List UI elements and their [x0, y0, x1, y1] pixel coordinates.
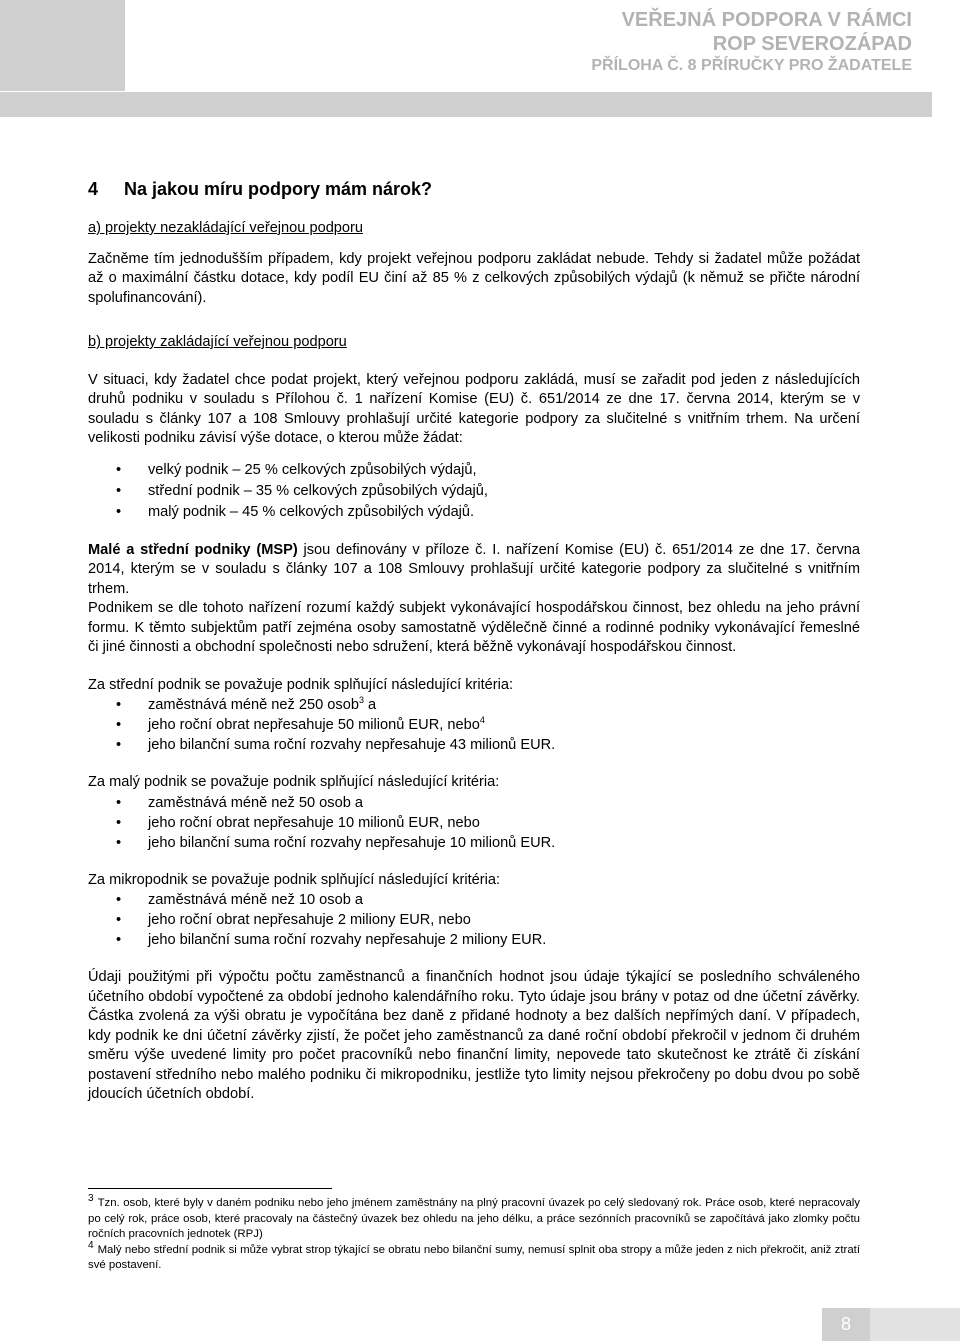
list-item: • jeho bilanční suma roční rozvahy nepřesahuje 43 milionů EUR. — [116, 737, 556, 753]
small-intro: Za malý podnik se považuje podnik splňující následující kritéria: — [88, 774, 500, 790]
header-line-3: PŘÍLOHA Č. 8 PŘÍRUČKY PRO ŽADATELE — [591, 57, 912, 74]
list-item: • jeho roční obrat nepřesahuje 10 milionů EUR, nebo — [116, 814, 480, 831]
bullet-icon: • — [116, 717, 122, 733]
section-heading — [88, 177, 860, 201]
footnote-mark: 4 — [88, 1239, 94, 1251]
list-item: • velký podnik – 25 % celkových způsobilých výdajů, — [88, 460, 860, 481]
part-b-text: V situaci, kdy žadatel chce podat projekt, který veřejnou podporu zakládá, musí se zařadit pod jeden z následujících druhů podniku v souladu s Přílohou č. 1 nařízení Komise (EU) č. 651/2014 ze dne 17. června 2014, kterým se v souladu s články 107 a 108 Smlouvy prohlašují určité kategorie podpory za slučitelné s vnitřním trhem. Na určení velikosti podniku závisí výše dotace, o kterou může žádat: — [88, 371, 860, 446]
bullet-icon: • — [116, 912, 122, 928]
bullet-icon: • — [116, 482, 122, 499]
list-item: • jeho bilanční suma roční rozvahy nepřesahuje 10 milionů EUR. — [116, 834, 556, 851]
bullet-icon: • — [116, 932, 122, 948]
header-line-1: VEŘEJNÁ PODPORA V RÁMCI — [621, 9, 912, 31]
list-item: • zaměstnává méně než 10 osob a — [116, 892, 363, 908]
medium-criteria-list — [88, 695, 860, 755]
page-content — [88, 170, 860, 1105]
medium-intro: Za střední podnik se považuje podnik splňující následující kritéria: — [88, 676, 514, 693]
header-gray-bar — [0, 92, 932, 117]
list-item: • střední podnik – 35 % celkových způsobilých výdajů, — [88, 481, 860, 502]
list-item: • jeho roční obrat nepřesahuje 2 miliony EUR, nebo — [116, 912, 471, 928]
bullet-icon: • — [116, 892, 122, 908]
bullet-icon: • — [116, 814, 122, 831]
bullet-icon: • — [116, 461, 122, 478]
msp-bold: Malé a střední podniky (MSP) — [88, 541, 298, 558]
list-item: • jeho roční obrat nepřesahuje 50 milionů EUR, nebo$^4$ — [116, 715, 485, 733]
part-a-text: Začněme tím jednodušším případem, kdy projekt veřejnou podporu zakládat nebude. Tehdy si žadatel může požádat až o maximální částku dotace, kdy podíl EU činí až 85 % z celkových způsobilých výdajů (k němuž se přičte národní spolufinancování). — [88, 250, 860, 306]
page-number: 8 — [822, 1308, 870, 1341]
footnote-mark: 3 — [88, 1193, 94, 1204]
list-item: • zaměstnává méně než 250 osob$^3$ a — [116, 695, 377, 713]
msp-paragraph: Malé a střední podniky (MSP) jsou definovány v příloze č. I. nařízení Komise (EU) č. 651/2014 ze dne 17. června 2014, kterým se v souladu s články 107 a 108 Smlouvy prohlašují určité kategorie podpory za slučitelné s vnitřním trhem. — [88, 541, 860, 597]
footnote-ref-4: 4 — [479, 715, 485, 725]
small-criteria-list — [88, 793, 860, 853]
part-b-heading: b) projekty zakládající veřejnou podporu — [88, 334, 347, 350]
list-item: • jeho bilanční suma roční rozvahy nepřesahuje 2 miliony EUR. — [116, 932, 547, 948]
header-gray-box — [0, 0, 125, 91]
bullet-icon: • — [116, 697, 122, 713]
footnote-ref-3: 3 — [358, 695, 364, 705]
footer-gray-bar — [870, 1308, 960, 1341]
micro-intro: Za mikropodnik se považuje podnik splňující následující kritéria: — [88, 871, 501, 888]
list-item: • zaměstnává méně než 50 osob a — [116, 794, 363, 811]
footnote-separator — [88, 1188, 332, 1189]
part-a-heading: a) projekty nezakládající veřejnou podporu — [88, 220, 364, 236]
bullet-icon: • — [116, 503, 122, 520]
bullet-icon: • — [116, 834, 122, 851]
section-number: 4 — [88, 179, 99, 199]
micro-criteria-list — [88, 890, 860, 950]
footnotes — [88, 1193, 860, 1274]
msp-paragraph-2: Podnikem se dle tohoto nařízení rozumí každý subjekt vykonávající hospodářskou činnost, bez ohledu na jeho právní formu. K těmto subjektům patří zejména osoby samostatně výdělečně činné a rodinné podniky vykonávající řemeslné či jiné činnosti a obchodní společnosti nebo sdružení, která běžně vykonávají hospodářskou činnost. — [88, 600, 860, 655]
aid-intensity-list — [88, 460, 860, 523]
bullet-icon: • — [116, 794, 122, 811]
closing-paragraph: Údaji použitými při výpočtu počtu zaměstnanců a finančních hodnot jsou údaje týkající se posledního schváleného účetního období vypočtené za období jednoho kalendářního roku. Tyto údaje jsou brány v potaz od dne účetní závěrky. Částka zvolená za výši obratu je vypočítána bez daně z přidané hodnoty a bez dalších nepřímých daní. V případech, kdy podnik ke dni účetní závěrky zjistí, že počet jeho zaměstnanců za dané roční období překročil v jednom či druhém směru výše uvedené limity pro počet pracovníků nebo finanční limity, nepovede tato skutečnost ke ztrátě či získání postavení středního nebo malého podniku či mikropodniku, jestliže tyto limity nejsou překročeny po dobu dvou po sobě jdoucích účetních období. — [88, 969, 860, 1102]
footnote: 4 Malý nebo střední podnik si může vybrat strop týkající se obratu nebo bilanční sumy, nemusí splnit oba stropy a může jeden z nich překročit, aniž ztratí své postavení. — [88, 1239, 860, 1271]
footnote: 3 Tzn. osob, které byly v daném podniku nebo jeho jménem zaměstnány na plný pracovní úvazek po celý sledovaný rok. Práce osob, které nepracovaly po celý rok, práce osob, které pracovaly na částečný úvazek bez ohledu na jeho délku, a práce sezónních pracovníků se započítává jako zlomky počtu ročních pracovních jednotek (RPJ) — [88, 1193, 860, 1240]
header-line-2: ROP SEVEROZÁPAD — [712, 33, 912, 55]
section-title: Na jakou míru podpory mám nárok? — [124, 179, 433, 199]
list-item: • malý podnik – 45 % celkových způsobilých výdajů. — [88, 502, 860, 523]
bullet-icon: • — [116, 737, 122, 753]
document-header — [591, 8, 912, 76]
